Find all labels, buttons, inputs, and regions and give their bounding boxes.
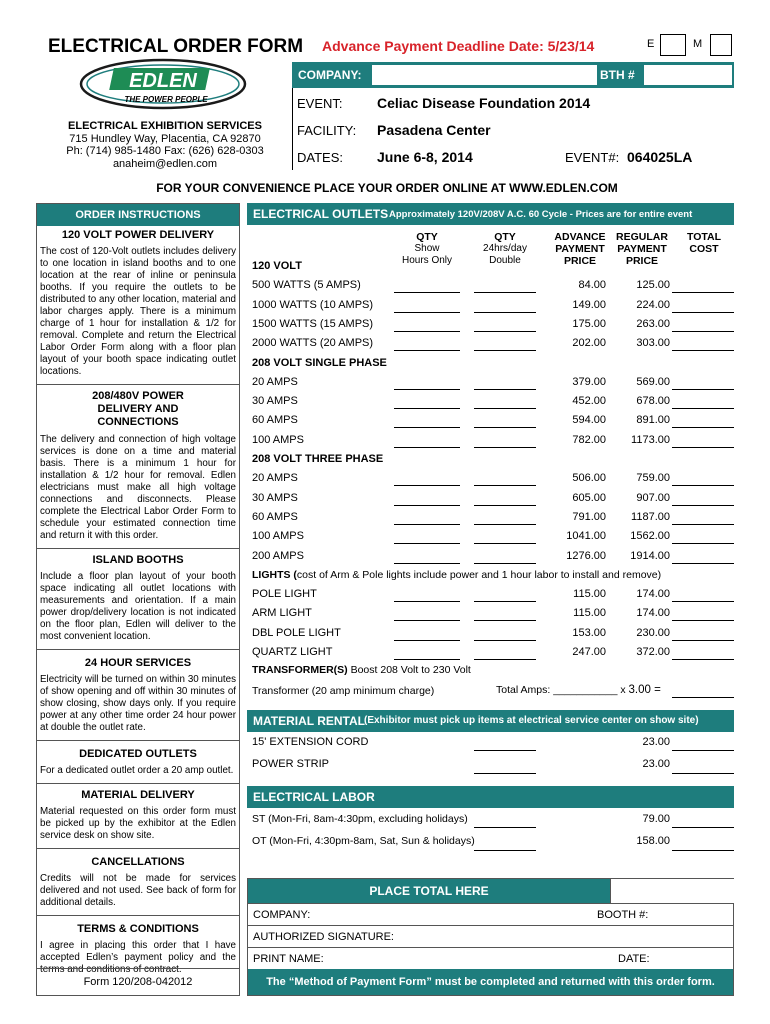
outlet-120-row-label: 500 WATTS (5 AMPS) (252, 279, 361, 292)
col-regular-3: PRICE (625, 255, 659, 267)
m-checkbox[interactable] (710, 34, 732, 56)
lights-title: LIGHTS ( (252, 569, 297, 581)
outlet-208s-row-label: 60 AMPS (252, 414, 298, 427)
e-checkbox[interactable] (660, 34, 686, 56)
outlet-208t-row-label: 30 AMPS (252, 491, 298, 504)
material-row-2-qty[interactable] (474, 773, 536, 774)
outlet-208s-row-qty-show[interactable] (394, 447, 460, 448)
col-qty-24h-sub1: 24hrs/day (483, 243, 527, 254)
transformer-title: TRANSFORMER(S) (252, 664, 348, 676)
company-input[interactable] (372, 65, 597, 85)
light-row-qty-show[interactable] (394, 659, 460, 660)
material-row-1-label: 15' EXTENSION CORD (252, 736, 369, 748)
outlet-208t-row-advance-price: 605.00 (572, 491, 606, 504)
transformer-note: Boost 208 Volt to 230 Volt (350, 664, 471, 676)
outlet-120-row-label: 2000 WATTS (20 AMPS) (252, 337, 374, 350)
edlen-logo (78, 58, 248, 110)
outlet-120-row-label: 1500 WATTS (15 AMPS) (252, 317, 374, 330)
col-total (676, 231, 732, 255)
outlet-208t-row-qty-show[interactable] (394, 543, 460, 544)
lights-heading (252, 569, 661, 581)
outlet-208t-row-regular-price: 759.00 (636, 472, 670, 485)
outlet-208s-row-label: 20 AMPS (252, 375, 298, 388)
light-row-qty-show[interactable] (394, 620, 460, 621)
outlet-208t-row-qty-show[interactable] (394, 505, 460, 506)
outlet-120-row-regular-price: 303.00 (636, 337, 670, 350)
sec-island-text: Include a floor plan layout of your booth space indicating all outlet locations with measurements and orientation. If a main power drop/delivery location is not indicated on the floor plan, Edlen will deliver to the most convenient location. (40, 571, 236, 642)
signoff-block (247, 878, 734, 996)
outlet-120-row-advance-price: 84.00 (578, 279, 606, 292)
form-title: ELECTRICAL ORDER FORM (48, 36, 304, 57)
outlet-208t-row-advance-price: 791.00 (572, 510, 606, 523)
light-row-regular-price: 174.00 (636, 607, 670, 620)
col-total-2: COST (689, 243, 719, 255)
col-qty-show-title: QTY (416, 231, 438, 243)
outlet-120-row-qty-show[interactable] (394, 350, 460, 351)
outlet-208t-row-qty-24h[interactable] (474, 563, 536, 564)
labor-row-1-price: 79.00 (642, 813, 670, 825)
outlet-120-row-regular-price: 263.00 (636, 317, 670, 330)
col-qty-show (392, 231, 462, 267)
light-row-regular-price: 230.00 (636, 626, 670, 639)
outlet-120-row-total[interactable] (672, 331, 734, 332)
outlets-note: Approximately 120V/208V A.C. 60 Cycle - Prices are for entire event (389, 209, 693, 220)
col-regular-1: REGULAR (616, 231, 668, 243)
outlet-208t-row-qty-24h[interactable] (474, 524, 536, 525)
outlet-120-row-total[interactable] (672, 350, 734, 351)
address-street: 715 Hundley Way, Placentia, CA 92870 (69, 132, 261, 145)
col-advance-2: PAYMENT (555, 243, 605, 255)
outlet-120-row-qty-show[interactable] (394, 331, 460, 332)
sec-terms-title: TERMS & CONDITIONS (77, 923, 199, 935)
place-total-label: PLACE TOTAL HERE (248, 879, 610, 903)
sec-120-text: The cost of 120-Volt outlets includes delivery to one location in island booths and to one location at the rear of inline or peninsula booths. If you require the outlets to be distributed to any other location, material and labor charges apply. There is a minimum charge of 1 hour for installation & 1/2 for removal. Complete and return the Electrical Labor Order Form along with a floor plan layout of your booth space indicating outlet locations. (40, 246, 236, 377)
light-row-regular-price: 174.00 (636, 588, 670, 601)
col-total-1: TOTAL (686, 231, 722, 243)
material-row-2-label: POWER STRIP (252, 758, 330, 770)
outlet-208s-row-regular-price: 1173.00 (631, 433, 670, 446)
outlet-208t-row-qty-show[interactable] (394, 524, 460, 525)
material-header (247, 710, 734, 732)
col-advance-3: PRICE (563, 255, 597, 267)
light-row-qty-show[interactable] (394, 640, 460, 641)
signoff-print-label: PRINT NAME: (253, 953, 324, 965)
signoff-company-label: COMPANY: (253, 909, 311, 921)
outlet-208s-row-total[interactable] (672, 389, 734, 390)
form-number: Form 120/208-042012 (83, 976, 193, 988)
sec-24h-text: Electricity will be turned on within 30 minutes of show opening and off within 30 minutes of show closing, show days only. If you require power at any other time order 24 hour power at double the outlet rate. (40, 674, 236, 733)
sec-24h-title: 24 HOUR SERVICES (84, 657, 192, 669)
light-row-label: ARM LIGHT (252, 607, 312, 620)
outlet-120-row-qty-show[interactable] (394, 312, 460, 313)
light-row-total[interactable] (672, 601, 734, 602)
material-row-1-total[interactable] (672, 750, 734, 751)
light-row-advance-price: 247.00 (572, 646, 606, 658)
light-row-advance-price: 115.00 (573, 588, 606, 601)
outlet-208t-row-qty-show[interactable] (394, 485, 460, 486)
outlet-120-row-regular-price: 125.00 (636, 279, 670, 292)
col-regular-2: PAYMENT (617, 243, 667, 255)
outlet-208t-row-total[interactable] (672, 543, 734, 544)
material-title: MATERIAL RENTAL (253, 714, 365, 728)
outlet-208t-row-total[interactable] (672, 505, 734, 506)
event-info (292, 88, 734, 170)
light-row-advance-price: 153.00 (572, 626, 606, 639)
outlet-120-row-total[interactable] (672, 312, 734, 313)
outlet-208s-row-label: 100 AMPS (252, 433, 304, 446)
outlet-208s-row-qty-24h[interactable] (474, 408, 536, 409)
outlet-120-row-qty-24h[interactable] (474, 292, 536, 293)
outlets-title: ELECTRICAL OUTLETS (253, 207, 389, 221)
outlet-208t-row-total[interactable] (672, 524, 734, 525)
dates-label: DATES: (297, 150, 343, 165)
light-row-total[interactable] (672, 640, 734, 641)
total-amps-rate: 3.00 = (628, 684, 661, 696)
address-email: anaheim@edlen.com (112, 157, 218, 170)
outlet-120-row-label: 1000 WATTS (10 AMPS) (252, 298, 374, 311)
outlet-208t-row-qty-24h[interactable] (474, 543, 536, 544)
material-note: (Exhibitor must pick up items at electrical service center on show site) (364, 715, 699, 726)
outlet-208t-row-advance-price: 1041.00 (566, 530, 606, 543)
col-qty-24h (472, 231, 538, 267)
outlet-208s-row-advance-price: 594.00 (572, 414, 606, 427)
labor-row-2-label: OT (Mon-Fri, 4:30pm-8am, Sat, Sun & holidays) (252, 835, 475, 847)
outlet-120-row-total[interactable] (672, 292, 734, 293)
outlet-208s-row-advance-price: 782.00 (572, 433, 606, 446)
sec-dedicated-text: For a dedicated outlet order a 20 amp outlet. (40, 765, 234, 776)
outlet-208t-row-total[interactable] (672, 485, 734, 486)
e-label: E (647, 38, 655, 50)
light-row-regular-price: 372.00 (636, 646, 670, 658)
outlet-208s-row-total[interactable] (672, 427, 734, 428)
outlet-208t-row-regular-price: 1187.00 (631, 510, 670, 523)
outlet-208t-row-label: 200 AMPS (252, 549, 304, 562)
sec-208-title: 208/480V POWER DELIVERY AND CONNECTIONS (92, 390, 184, 428)
online-banner: FOR YOUR CONVENIENCE PLACE YOUR ORDER ONLINE AT WWW.EDLEN.COM (156, 181, 618, 195)
material-row-1-price: 23.00 (642, 736, 670, 748)
material-row-1-qty[interactable] (474, 750, 536, 751)
light-row-total[interactable] (672, 620, 734, 621)
sec-208-text: The delivery and connection of high voltage services is done on a time and material basis. There is a minimum 1 hour for installation & 1/2 hour for removal. Edlen electricians must make all high voltage connections and disconnects. Please complete the Electrical Labor Order Form to schedule your estimated connection time and return it with this order. (40, 434, 236, 541)
labor-header (247, 786, 734, 808)
place-total-input[interactable] (610, 879, 734, 903)
instructions-header: ORDER INSTRUCTIONS (37, 204, 239, 226)
outlet-120-row-qty-24h[interactable] (474, 350, 536, 351)
light-row-qty-24h[interactable] (474, 640, 536, 641)
light-row-advance-price: 115.00 (573, 607, 606, 620)
outlet-208s-row-regular-price: 678.00 (636, 395, 670, 408)
material-row-2-price: 23.00 (642, 758, 670, 770)
m-label: M (693, 38, 703, 50)
group-208-three: 208 VOLT THREE PHASE (252, 453, 384, 465)
outlet-208t-row-label: 60 AMPS (252, 510, 298, 523)
outlet-120-row-advance-price: 175.00 (572, 317, 606, 330)
outlet-208s-row-qty-24h[interactable] (474, 447, 536, 448)
outlet-208s-row-qty-show[interactable] (394, 427, 460, 428)
outlet-208s-row-qty-24h[interactable] (474, 389, 536, 390)
sec-120-title: 120 VOLT POWER DELIVERY (61, 229, 215, 241)
logo-name: EDLEN (129, 70, 197, 92)
outlet-208t-row-qty-show[interactable] (394, 563, 460, 564)
labor-row-2-price: 158.00 (636, 835, 670, 847)
labor-row-1-total[interactable] (672, 827, 734, 828)
signoff-footer: The “Method of Payment Form” must be completed and returned with this order form. (248, 969, 733, 995)
outlet-120-row-regular-price: 224.00 (636, 298, 670, 311)
outlet-208s-row-regular-price: 569.00 (636, 375, 670, 388)
transformer-heading (252, 664, 471, 676)
outlet-208t-row-total[interactable] (672, 563, 734, 564)
sec-island-title: ISLAND BOOTHS (92, 554, 184, 566)
event-value: Celiac Disease Foundation 2014 (377, 95, 591, 111)
transformer-total-line[interactable] (672, 697, 734, 698)
light-row-qty-show[interactable] (394, 601, 460, 602)
sec-dedicated-title: DEDICATED OUTLETS (79, 748, 197, 760)
col-qty-24h-title: QTY (494, 231, 516, 243)
bth-label: BTH # (600, 68, 635, 82)
signoff-date-label: DATE: (618, 953, 650, 965)
instructions-body (38, 227, 238, 976)
sec-material-title: MATERIAL DELIVERY (81, 789, 195, 801)
outlet-208s-row-advance-price: 379.00 (572, 375, 606, 388)
transformer-label: Transformer (20 amp minimum charge) (252, 685, 435, 697)
company-bar (292, 62, 734, 88)
address-block (40, 120, 290, 170)
signoff-booth-label: BOOTH #: (597, 909, 649, 921)
light-row-total[interactable] (672, 659, 734, 660)
outlet-208t-row-advance-price: 506.00 (572, 472, 606, 485)
labor-row-1-qty[interactable] (474, 827, 536, 828)
outlet-208s-row-advance-price: 452.00 (572, 395, 606, 408)
facility-label: FACILITY: (297, 123, 357, 138)
light-row-label: DBL POLE LIGHT (252, 626, 341, 639)
outlet-208s-row-label: 30 AMPS (252, 395, 298, 408)
signoff-signature-label: AUTHORIZED SIGNATURE: (253, 931, 394, 943)
outlet-208t-row-qty-24h[interactable] (474, 505, 536, 506)
outlet-208s-row-qty-show[interactable] (394, 389, 460, 390)
group-120-volt: 120 VOLT (252, 260, 302, 272)
bth-input[interactable] (644, 65, 732, 85)
outlet-120-row-qty-24h[interactable] (474, 312, 536, 313)
light-row-qty-24h[interactable] (474, 620, 536, 621)
lights-note: cost of Arm & Pole lights include power and 1 hour labor to install and remove) (296, 569, 662, 581)
outlet-120-row-advance-price: 149.00 (572, 298, 606, 311)
outlet-208s-row-qty-show[interactable] (394, 408, 460, 409)
outlets-header (247, 203, 734, 225)
light-row-label: POLE LIGHT (252, 588, 317, 601)
outlet-208t-row-regular-price: 1562.00 (630, 530, 670, 543)
company-label: COMPANY: (298, 68, 362, 82)
sec-cancel-title: CANCELLATIONS (91, 856, 185, 868)
outlet-208t-row-regular-price: 907.00 (636, 491, 670, 504)
col-qty-show-sub1: Show (414, 243, 440, 254)
group-208-single: 208 VOLT SINGLE PHASE (252, 356, 387, 369)
light-row-label: QUARTZ LIGHT (252, 646, 333, 658)
eventnum-label: EVENT#: (565, 150, 620, 165)
col-regular (610, 231, 674, 267)
outlet-208s-row-regular-price: 891.00 (636, 414, 670, 427)
outlet-208s-row-total[interactable] (672, 447, 734, 448)
total-amps-label: Total Amps: ___________ x (496, 684, 626, 696)
sec-material-text: Material requested on this order form must be picked up by the exhibitor at the Edlen service desk on show site. (40, 806, 236, 841)
logo-tagline: THE POWER PEOPLE (124, 95, 208, 104)
total-amps[interactable] (496, 684, 661, 696)
outlet-120-row-advance-price: 202.00 (572, 337, 606, 350)
light-row-qty-24h[interactable] (474, 601, 536, 602)
eventnum-value: 064025LA (627, 149, 693, 165)
outlet-208t-row-label: 100 AMPS (252, 530, 304, 543)
outlet-208s-row-qty-24h[interactable] (474, 427, 536, 428)
light-row-qty-24h[interactable] (474, 659, 536, 660)
address-company: ELECTRICAL EXHIBITION SERVICES (68, 120, 262, 132)
outlet-120-row-qty-show[interactable] (394, 292, 460, 293)
dates-value: June 6-8, 2014 (377, 149, 473, 165)
deadline-date: Advance Payment Deadline Date: 5/23/14 (322, 38, 595, 54)
labor-row-2-total[interactable] (672, 850, 734, 851)
outlet-120-row-qty-24h[interactable] (474, 331, 536, 332)
col-advance-1: ADVANCE (554, 231, 606, 243)
facility-value: Pasadena Center (377, 122, 491, 138)
labor-row-1-label: ST (Mon-Fri, 8am-4:30pm, excluding holidays) (252, 813, 468, 825)
labor-row-2-qty[interactable] (474, 850, 536, 851)
col-qty-show-sub2: Hours Only (401, 255, 452, 266)
outlet-208t-row-advance-price: 1276.00 (566, 549, 606, 562)
labor-title: ELECTRICAL LABOR (253, 790, 375, 804)
sec-cancel-text: Credits will not be made for services delivered and not used. See back of form for additional details. (40, 873, 236, 908)
event-label: EVENT: (297, 96, 343, 111)
outlet-208t-row-label: 20 AMPS (252, 472, 298, 485)
outlet-208t-row-regular-price: 1914.00 (630, 549, 670, 562)
col-qty-24h-sub2: Double (489, 255, 521, 266)
outlet-208t-row-qty-24h[interactable] (474, 485, 536, 486)
sec-terms-text: I agree in placing this order that I have accepted Edlen’s payment policy and the terms and conditions of contract. (40, 940, 236, 975)
address-phone: Ph: (714) 985-1480 Fax: (626) 628-0303 (66, 145, 264, 157)
material-row-2-total[interactable] (672, 773, 734, 774)
col-advance (548, 231, 612, 267)
outlet-208s-row-total[interactable] (672, 408, 734, 409)
